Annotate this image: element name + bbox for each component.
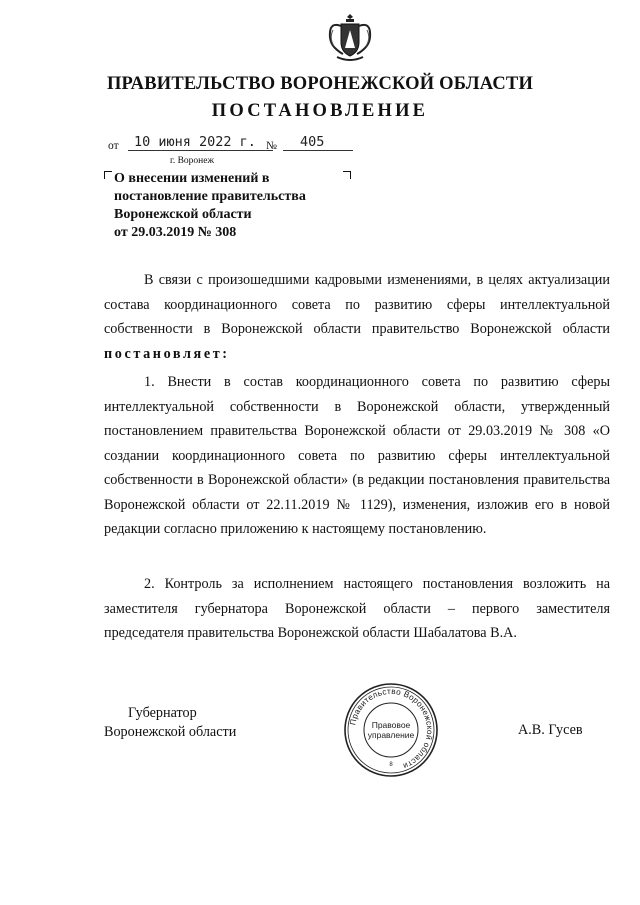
document-city: г. Воронеж — [170, 156, 215, 166]
stamp-icon — [341, 680, 441, 780]
subject-line: от 29.03.2019 № 308 — [114, 225, 237, 240]
document-type-heading: ПОСТАНОВЛЕНИЕ — [211, 101, 429, 121]
stamp-center-line-1: Правовое — [371, 720, 411, 730]
stamp-bottom-mark: 8 — [389, 762, 393, 768]
number-label: № — [266, 140, 277, 152]
date-underline — [128, 150, 273, 151]
document-subject — [114, 170, 344, 242]
subject-line: О внесении изменений в — [114, 171, 270, 186]
document-number: 405 — [300, 134, 325, 150]
signer-region: Воронежской области — [104, 724, 237, 740]
subject-bracket-left — [104, 171, 112, 179]
subject-line: Воронежской области — [114, 207, 252, 222]
document-meta — [108, 134, 368, 156]
signer-title — [104, 704, 254, 742]
government-title: ПРАВИТЕЛЬСТВО ВОРОНЕЖСКОЙ ОБЛАСТИ — [106, 74, 534, 94]
subject-line: постановление правительства — [114, 189, 306, 204]
coat-of-arms-icon — [325, 10, 375, 65]
date-label: от — [108, 140, 119, 152]
stamp-center-line-2: управление — [367, 730, 415, 740]
preamble-text: В связи с произошедшими кадровыми изменениями, в целях актуализации состава координационного совета по развитию сферы интеллектуальной собственности в Воронежской области правительство Воронежской области — [104, 272, 610, 337]
decree-word: постановляет: — [104, 345, 230, 362]
subject-bracket-right — [343, 171, 351, 179]
number-underline — [283, 150, 353, 151]
stamp-ring-text: Правительство Воронежской области — [348, 686, 435, 771]
preamble-paragraph — [104, 268, 610, 366]
signer-name: А.В. Гусев — [518, 722, 583, 738]
clause-1-paragraph: 1. Внести в состав координационного совета по развитию сферы интеллектуальной собственности в Воронежской области, утвержденный постановлением правительства Воронежской области от 29.03.2019 № 308 «О создании координационного совета по развитию сферы интеллектуальной собственности в Воронежской области» (в редакции постановления правительства Воронежской области от 22.11.2019 № 1129), изменения, изложив его в новой редакции согласно приложению к настоящему постановлению. — [104, 374, 610, 537]
document-date: 10 июня 2022 г. — [134, 134, 256, 150]
signer-position: Губернатор — [128, 705, 197, 721]
clause-2-paragraph: 2. Контроль за исполнением настоящего постановления возложить на заместителя губернатора Воронежской области – первого заместителя председателя правительства Воронежской области Шабалатова В.А. — [104, 576, 610, 641]
